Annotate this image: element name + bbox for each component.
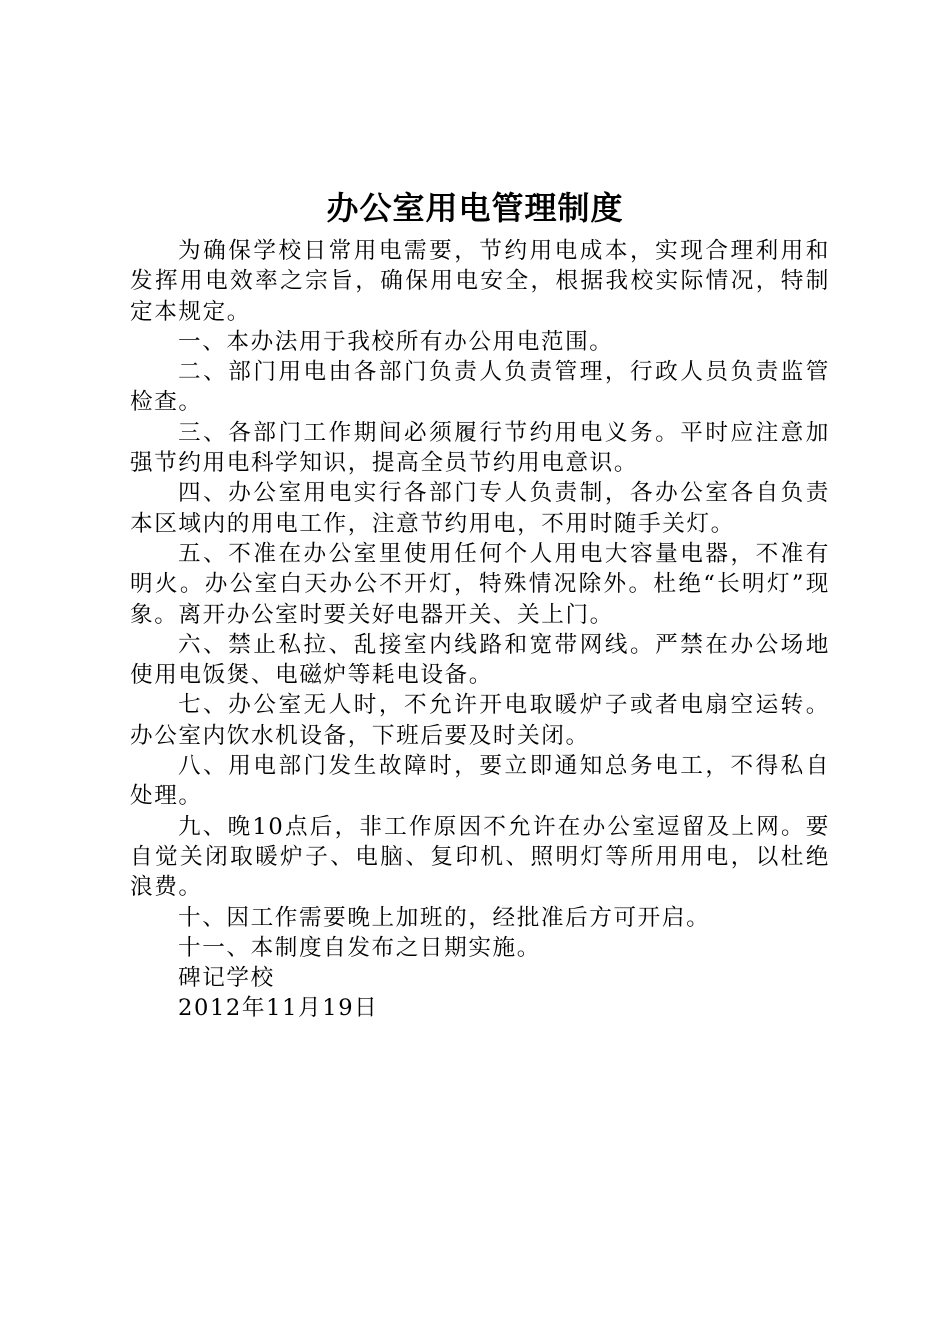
rule-10-paragraph: 十、因工作需要晚上加班的，经批准后方可开启。 <box>178 904 711 931</box>
rule-8-paragraph: 八、用电部门发生故障时，要立即通知总务电工，不得私自处理。 <box>130 753 830 810</box>
rule-7-paragraph: 七、办公室无人时，不允许开电取暖炉子或者电扇空运转。办公室内饮水机设备，下班后要及时关闭。 <box>130 692 830 749</box>
rule-2-paragraph: 二、部门用电由各部门负责人负责管理，行政人员负责监管检查。 <box>130 359 830 416</box>
rule-9-paragraph: 九、晚10点后，非工作原因不允许在办公室逗留及上网。要自觉关闭取暖炉子、电脑、复印机、照明灯等所用用电，以杜绝浪费。 <box>130 813 830 901</box>
document-title: 办公室用电管理制度 <box>326 189 624 227</box>
rule-11-paragraph: 十一、本制度自发布之日期实施。 <box>178 934 541 961</box>
signature-date: 2012年11月19日 <box>178 995 379 1022</box>
document-body <box>130 236 830 1024</box>
rule-6-paragraph: 六、禁止私拉、乱接室内线路和宽带网线。严禁在办公场地使用电饭煲、电磁炉等耗电设备。 <box>130 631 830 689</box>
signature-school: 碑记学校 <box>178 965 275 992</box>
rule-5-paragraph: 五、不准在办公室里使用任何个人用电大容量电器，不准有明火。办公室白天办公不开灯，特殊情况除外。杜绝“长明灯”现象。离开办公室时要关好电器开关、关上门。 <box>130 540 830 628</box>
rule-3-paragraph: 三、各部门工作期间必须履行节约用电义务。平时应注意加强节约用电科学知识，提高全员节约用电意识。 <box>130 419 830 477</box>
rule-4-paragraph: 四、办公室用电实行各部门专人负责制，各办公室各自负责本区域内的用电工作，注意节约用电，不用时随手关灯。 <box>130 480 830 537</box>
rule-1-paragraph: 一、本办法用于我校所有办公用电范围。 <box>178 328 614 355</box>
intro-paragraph: 为确保学校日常用电需要，节约用电成本，实现合理利用和发挥用电效率之宗旨，确保用电安全，根据我校实际情况，特制定本规定。 <box>130 238 830 325</box>
